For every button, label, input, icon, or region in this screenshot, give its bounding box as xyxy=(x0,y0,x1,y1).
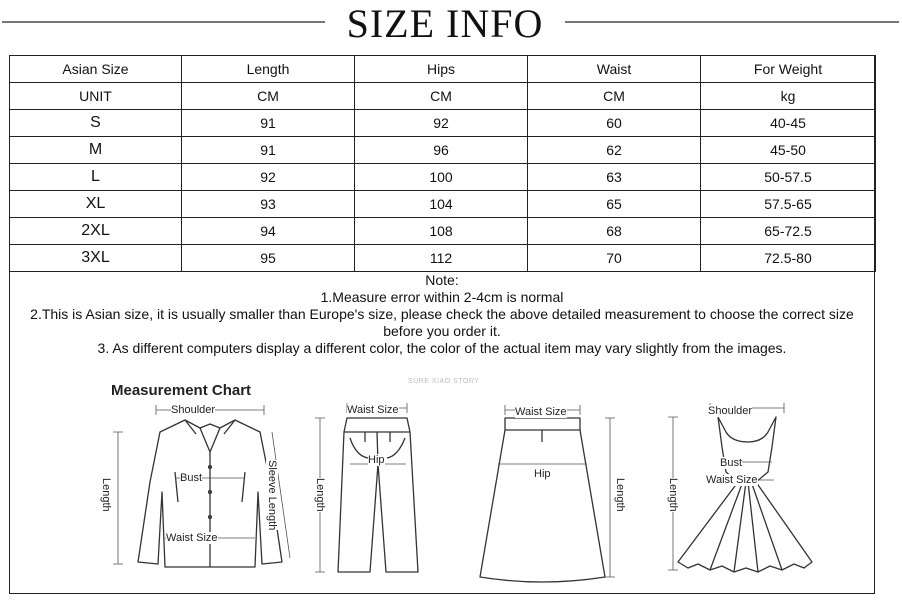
table-cell: CM xyxy=(528,83,701,110)
table-cell: Waist xyxy=(528,56,701,83)
dress-bust-label: Bust xyxy=(720,457,743,469)
table-cell: 68 xyxy=(528,218,701,245)
page-title: SIZE INFO xyxy=(346,1,544,46)
table-cell: S xyxy=(10,110,182,137)
watermark: SURE XIAO STORY xyxy=(408,378,480,385)
title-divider-right xyxy=(565,21,899,23)
measurement-chart-title: Measurement Chart xyxy=(111,382,252,399)
table-cell: 65 xyxy=(528,191,701,218)
shirt-waist-label: Waist Size xyxy=(166,532,218,544)
table-cell: 63 xyxy=(528,164,701,191)
table-cell: 108 xyxy=(355,218,528,245)
pants-hip-label: Hip xyxy=(368,454,385,466)
pants-waist-label: Waist Size xyxy=(347,404,399,416)
dress-drawing xyxy=(678,417,812,572)
note-line-3: 3. As different computers display a different color, the color of the actual item may vary slightly from the images. xyxy=(97,340,787,356)
size-table xyxy=(9,55,876,272)
table-cell: 91 xyxy=(182,110,355,137)
shirt-bust-label: Bust xyxy=(180,472,203,484)
table-cell: Hips xyxy=(355,56,528,83)
table-cell: 57.5-65 xyxy=(701,191,876,218)
table-cell: UNIT xyxy=(10,83,182,110)
table-cell: CM xyxy=(355,83,528,110)
table-row xyxy=(10,218,876,245)
table-cell: 65-72.5 xyxy=(701,218,876,245)
skirt-hip-label: Hip xyxy=(534,468,551,480)
table-cell: CM xyxy=(182,83,355,110)
table-cell: kg xyxy=(701,83,876,110)
skirt-drawing xyxy=(480,418,605,582)
dress-waist-label: Waist Size xyxy=(706,474,758,486)
table-row xyxy=(10,137,876,164)
table-row xyxy=(10,191,876,218)
table-cell: 95 xyxy=(182,245,355,272)
dress-shoulder-label: Shoulder xyxy=(708,405,753,417)
table-cell: 104 xyxy=(355,191,528,218)
table-cell: 45-50 xyxy=(701,137,876,164)
table-cell: 92 xyxy=(355,110,528,137)
shirt-drawing xyxy=(138,420,282,567)
notes-heading: Note: xyxy=(425,272,459,288)
table-cell: 96 xyxy=(355,137,528,164)
table-cell: Length xyxy=(182,56,355,83)
table-cell: L xyxy=(10,164,182,191)
table-row xyxy=(10,245,876,272)
pants-drawing xyxy=(338,418,418,572)
table-cell: 50-57.5 xyxy=(701,164,876,191)
table-cell: 3XL xyxy=(10,245,182,272)
note-line-2: 2.This is Asian size, it is usually smaller than Europe's size, please check the above detailed measurement to choose the correct size before you order it. xyxy=(30,306,854,339)
table-cell: 60 xyxy=(528,110,701,137)
table-cell: 92 xyxy=(182,164,355,191)
table-cell: 91 xyxy=(182,137,355,164)
table-row xyxy=(10,164,876,191)
table-cell: 40-45 xyxy=(701,110,876,137)
note-line-1: 1.Measure error within 2-4cm is normal xyxy=(320,289,564,305)
table-cell: 94 xyxy=(182,218,355,245)
table-cell: XL xyxy=(10,191,182,218)
table-cell: Asian Size xyxy=(10,56,182,83)
notes-block xyxy=(10,272,874,357)
shirt-length-label: Length xyxy=(100,478,112,512)
table-cell: 93 xyxy=(182,191,355,218)
table-cell: 62 xyxy=(528,137,701,164)
skirt-length-label: Length xyxy=(614,478,626,512)
title-divider-left xyxy=(2,21,325,23)
table-cell: 112 xyxy=(355,245,528,272)
title-bar xyxy=(0,0,902,50)
shirt-shoulder-label: Shoulder xyxy=(171,404,216,416)
table-cell: For Weight xyxy=(701,56,876,83)
table-cell: M xyxy=(10,137,182,164)
table-cell: 72.5-80 xyxy=(701,245,876,272)
dress-length-label: Length xyxy=(667,478,679,512)
table-cell: 100 xyxy=(355,164,528,191)
pants-length-label: Length xyxy=(314,478,326,512)
shirt-sleeve-length-label: Sleeve Length xyxy=(266,460,278,531)
table-row xyxy=(10,110,876,137)
skirt-waist-label: Waist Size xyxy=(515,406,567,418)
table-cell: 70 xyxy=(528,245,701,272)
table-header-row xyxy=(10,56,876,83)
table-cell: 2XL xyxy=(10,218,182,245)
table-unit-row xyxy=(10,83,876,110)
